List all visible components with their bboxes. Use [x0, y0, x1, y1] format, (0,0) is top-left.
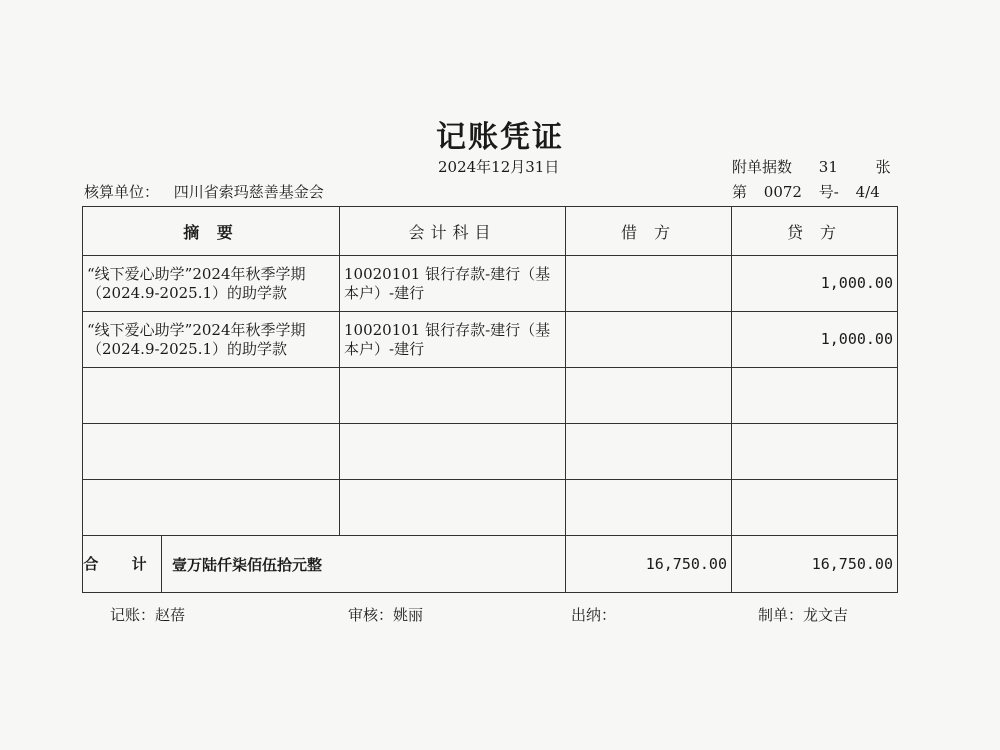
bookkeeper: 记账：赵蓓: [110, 606, 186, 624]
row-summary: “线下爱心助学”2024年秋季学期（2024.9-2025.1）的助学款: [83, 256, 340, 312]
page-indicator: 4/4: [855, 183, 880, 201]
preparer: 制单：龙文吉: [758, 606, 849, 624]
col-credit: 贷 方: [732, 207, 898, 256]
row-account: 10020101 银行存款-建行（基本户）-建行: [340, 312, 566, 368]
cashier: 出纳：: [571, 606, 617, 624]
unit-label: 核算单位：: [84, 183, 160, 201]
number-prefix: 第: [732, 183, 748, 201]
row-summary: [83, 424, 340, 480]
row-account: [340, 424, 566, 480]
total-debit: 16,750.00: [566, 536, 732, 593]
table-row: [83, 480, 898, 536]
row-account: [340, 368, 566, 424]
voucher-table: [82, 206, 898, 593]
row-account: 10020101 银行存款-建行（基本户）-建行: [340, 256, 566, 312]
row-credit: [732, 480, 898, 536]
row-debit: [566, 312, 732, 368]
attachments-unit: 张: [875, 158, 891, 176]
table-header-row: [83, 207, 898, 256]
row-credit: 1,000.00: [732, 312, 898, 368]
row-account: [340, 480, 566, 536]
total-amount-words: 壹万陆仟柒佰伍拾元整: [172, 555, 323, 574]
row-credit: [732, 424, 898, 480]
voucher-number: [732, 181, 880, 202]
col-summary: 摘 要: [83, 207, 340, 256]
attachments-count: 31: [818, 158, 838, 176]
unit-name: 四川省索玛慈善基金会: [173, 183, 324, 201]
row-debit: [566, 424, 732, 480]
number-value: 0072: [763, 183, 802, 201]
row-debit: [566, 368, 732, 424]
total-row: [83, 536, 898, 593]
voucher-title: 记账凭证: [436, 120, 564, 155]
col-debit: 借 方: [566, 207, 732, 256]
row-summary: “线下爱心助学”2024年秋季学期（2024.9-2025.1）的助学款: [83, 312, 340, 368]
row-credit: 1,000.00: [732, 256, 898, 312]
col-account: 会计科目: [340, 207, 566, 256]
attachments-info: [732, 156, 891, 177]
voucher-date: 2024年12月31日: [438, 158, 560, 176]
total-credit: 16,750.00: [732, 536, 898, 593]
table-row: [83, 424, 898, 480]
row-summary: [83, 480, 340, 536]
table-row: [83, 256, 898, 312]
attachments-label: 附单据数: [732, 158, 793, 176]
row-debit: [566, 256, 732, 312]
row-summary: [83, 368, 340, 424]
row-credit: [732, 368, 898, 424]
table-row: [83, 368, 898, 424]
reviewer: 审核：姚丽: [348, 606, 424, 624]
table-row: [83, 312, 898, 368]
total-label: 合 计: [83, 536, 162, 592]
row-debit: [566, 480, 732, 536]
number-suffix: 号-: [818, 183, 839, 201]
accounting-unit: [84, 181, 324, 202]
total-cell: [83, 536, 566, 593]
